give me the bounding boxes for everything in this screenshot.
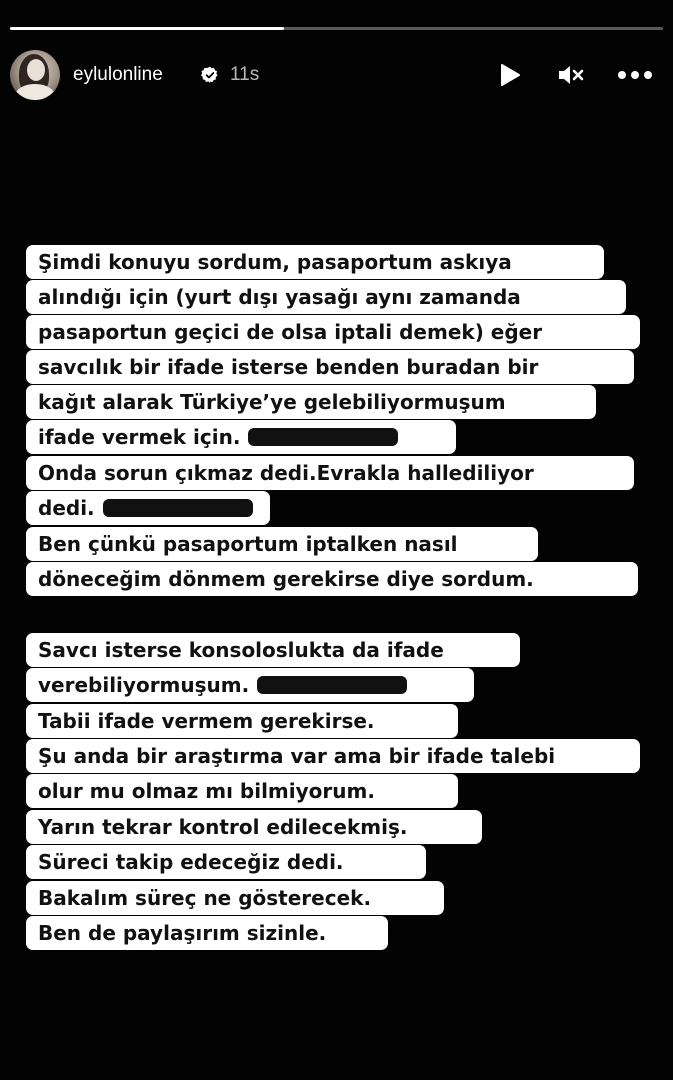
text-line: Savcı isterse konsoloslukta da ifade <box>26 633 520 667</box>
text-line: alındığı için (yurt dışı yasağı aynı zamanda <box>26 280 626 314</box>
text-line: kağıt alarak Türkiye’ye gelebiliyormuşum <box>26 385 596 419</box>
text-line: savcılık bir ifade isterse benden buradan bir <box>26 350 634 384</box>
text-line: Ben de paylaşırım sizinle. <box>26 916 388 950</box>
text-line: dedi. <box>26 491 270 525</box>
text-line: Şimdi konuyu sordum, pasaportum askıya <box>26 245 604 279</box>
text-line: Süreci takip edeceğiz dedi. <box>26 845 426 879</box>
text-line: Bakalım süreç ne gösterecek. <box>26 881 444 915</box>
story-progress-bar <box>10 27 663 30</box>
text-line: Tabii ifade vermem gerekirse. <box>26 704 458 738</box>
text-line: Onda sorun çıkmaz dedi.Evrakla hallediliyor <box>26 456 634 490</box>
text-line: pasaportun geçici de olsa iptali demek) eğer <box>26 315 640 349</box>
text-line: döneceğim dönmem gerekirse diye sordum. <box>26 562 638 596</box>
text-line: ifade vermek için. <box>26 420 456 454</box>
text-line: Yarın tekrar kontrol edilecekmiş. <box>26 810 482 844</box>
story-header <box>10 50 663 102</box>
text-line: olur mu olmaz mı bilmiyorum. <box>26 774 458 808</box>
play-icon[interactable] <box>495 62 525 88</box>
speaker-muted-icon[interactable] <box>556 62 586 88</box>
text-line: Ben çünkü pasaportum iptalken nasıl <box>26 527 538 561</box>
post-time: 11s <box>230 64 260 85</box>
story-progress-fill <box>10 27 284 30</box>
avatar[interactable] <box>10 50 60 100</box>
username[interactable]: eylulonline <box>73 64 163 85</box>
more-dots-icon[interactable] <box>615 62 655 88</box>
verified-badge-icon <box>201 66 219 84</box>
text-line: Şu anda bir araştırma var ama bir ifade talebi <box>26 739 640 773</box>
text-line: verebiliyormuşum. <box>26 668 474 702</box>
